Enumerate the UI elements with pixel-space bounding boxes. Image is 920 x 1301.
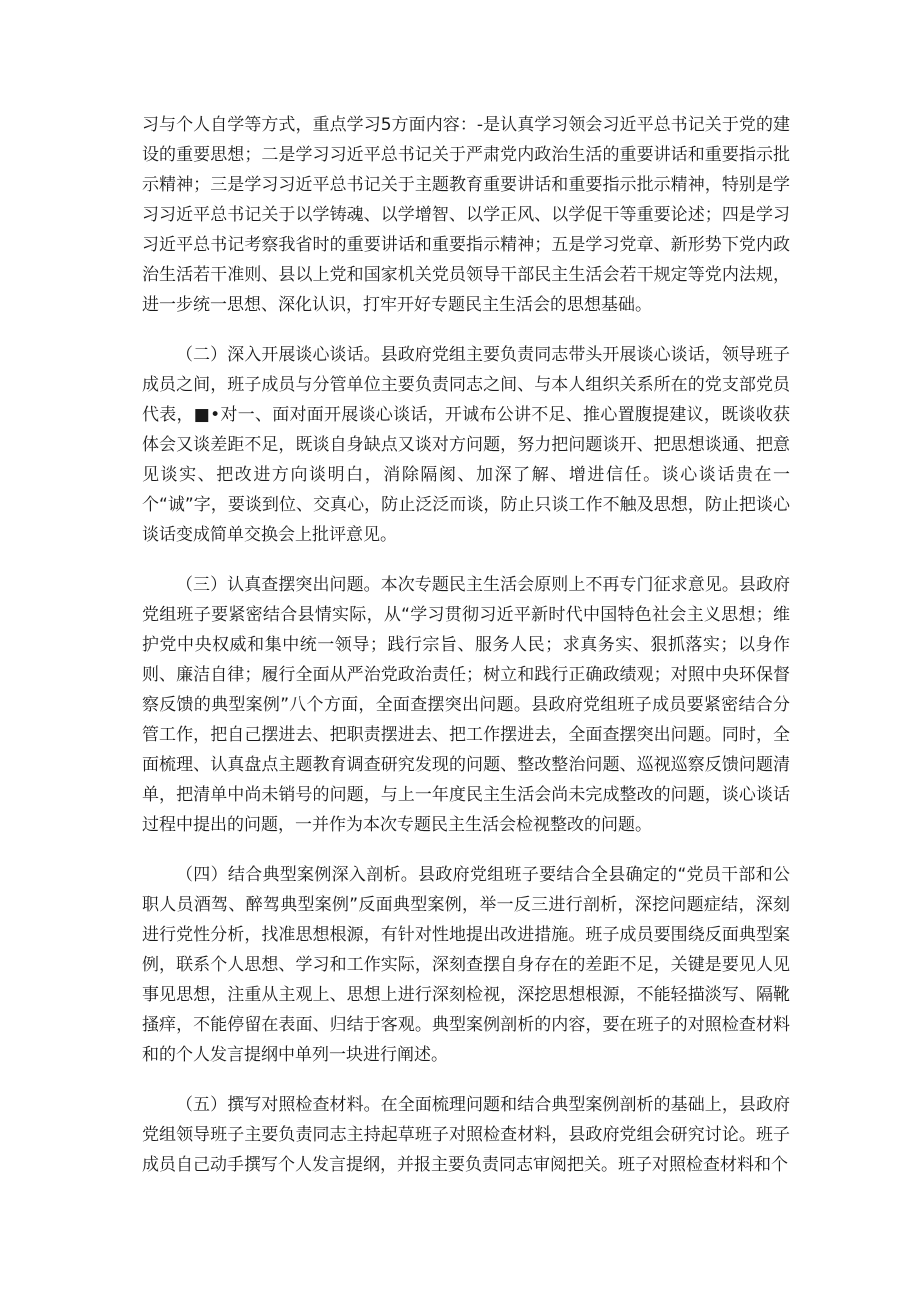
paragraph-heart-to-heart-talks: （二）深入开展谈心谈话。县政府党组主要负责同志带头开展谈心谈话，领导班子成员之间，班子成员与分管单位主要负责同志之间、与本人组织关系所在的党支部党员代表，■•对一、面对面开展谈心谈话，开诚布公讲不足、推心置腹提建议，既谈收获体会又谈差距不足，既谈自身缺点又谈对方问题，努力把问题谈开、把思想谈通、把意见谈实、把改进方向谈明白，消除隔阂、加深了解、增进信任。谈心谈话贵在一个“诚”字，要谈到位、交真心，防止泛泛而谈，防止只谈工作不触及思想，防止把谈心谈话变成简单交换会上批评意见。 — [142, 345, 790, 545]
paragraph-write-inspection-materials: （五）撰写对照检查材料。在全面梳理问题和结合典型案例剖析的基础上，县政府党组领导班子主要负责同志主持起草班子对照检查材料，县政府党组会研究讨论。班子成员自己动手撰写个人发言提纲，并报主要负责同志审阅把关。班子对照检查材料和个 — [142, 1095, 790, 1175]
paragraph-identify-prominent-problems: （三）认真查摆突出问题。本次专题民主生活会原则上不再专门征求意见。县政府党组班子要紧密结合县情实际，从“学习贯彻习近平新时代中国特色社会主义思想；维护党中央权威和集中统一领导；践行宗旨、服务人民；求真务实、狠抓落实；以身作则、廉洁自律；履行全面从严治党政治责任；树立和践行正确政绩观；对照中央环保督察反馈的典型案例”八个方面，全面查摆突出问题。县政府党组班子成员要紧密结合分管工作，把自己摆进去、把职责摆进去、把工作摆进去，全面查摆突出问题。同时，全面梳理、认真盘点主题教育调查研究发现的问题、整改整治问题、巡视巡察反馈问题清单，把清单中尚未销号的问题，与上一年度民主生活会尚未完成整改的问题，谈心谈话过程中提出的问题，一并作为本次专题民主生活会检视整改的问题。 — [142, 575, 790, 835]
document-body — [142, 110, 790, 1200]
paragraph-continued-study-content: 习与个人自学等方式，重点学习5方面内容：-是认真学习领会习近平总书记关于党的建设的重要思想；二是学习习近平总书记关于严肃党内政治生活的重要讲话和重要指示批示精神；三是学习习近平总书记关于主题教育重要讲话和重要指示批示精神，特别是学习习近平总书记关于以学铸魂、以学增智、以学正风、以学促干等重要论述；四是学习习近平总书记考察我省时的重要讲话和重要指示精神；五是学习党章、新形势下党内政治生活若干准则、县以上党和国家机关党员领导干部民主生活会若干规定等党内法规，进一步统一思想、深化认识，打牢开好专题民主生活会的思想基础。 — [142, 115, 790, 315]
paragraph-typical-case-analysis: （四）结合典型案例深入剖析。县政府党组班子要结合全县确定的“党员干部和公职人员酒驾、醉驾典型案例”反面典型案例，举一反三进行剖析，深挖问题症结，深刻进行党性分析，找准思想根源，有针对性地提出改进措施。班子成员要围绕反面典型案例，联系个人思想、学习和工作实际，深刻查摆自身存在的差距不足，关键是要见人见事见思想，注重从主观上、思想上进行深刻检视，深挖思想根源，不能轻描淡写、隔靴搔痒，不能停留在表面、归结于客观。典型案例剖析的内容，要在班子的对照检查材料和的个人发言提纲中单列一块进行阐述。 — [142, 865, 790, 1065]
